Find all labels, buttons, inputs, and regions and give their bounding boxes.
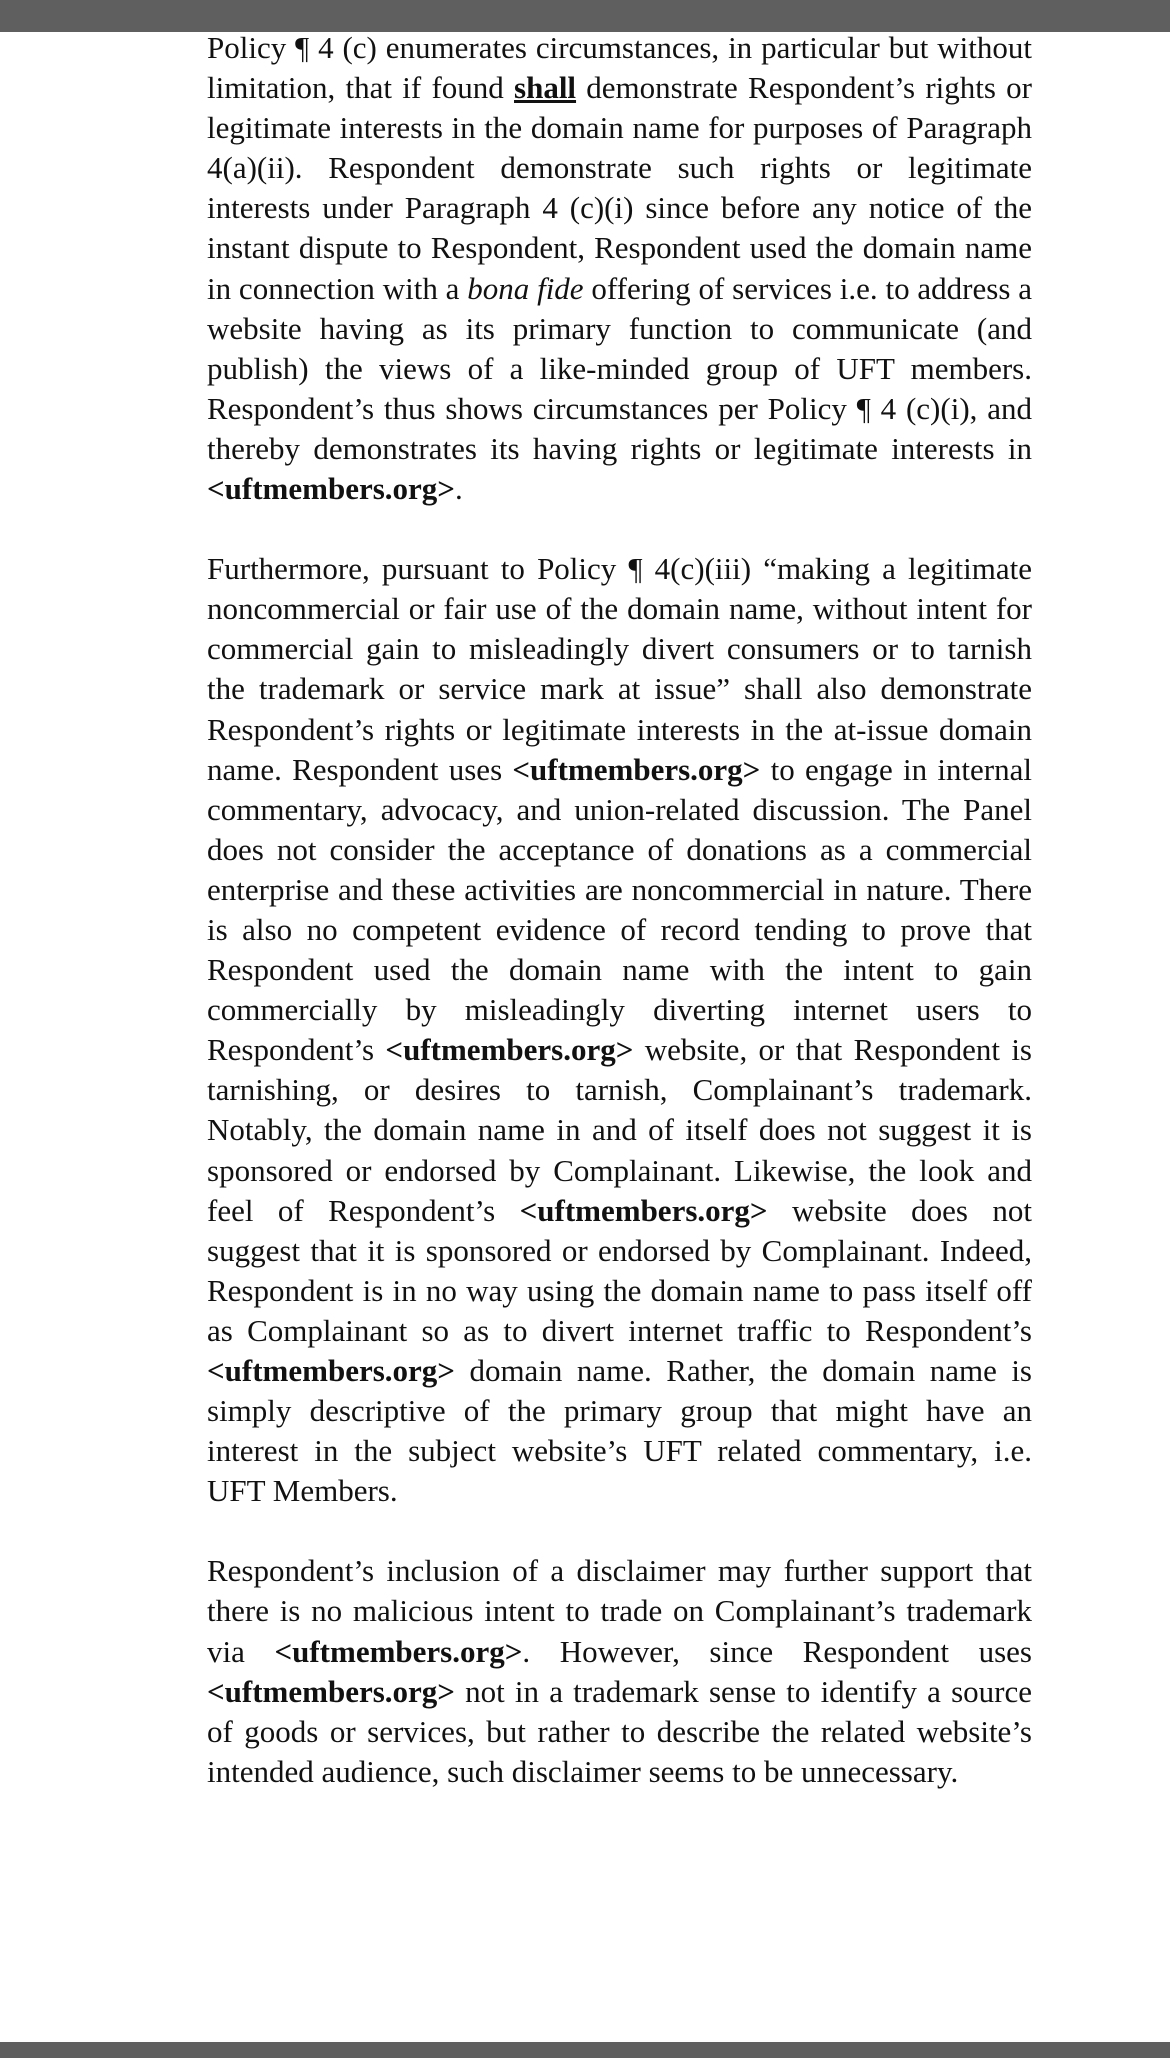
domain-name-reference: <uftmembers.org> [207, 1673, 455, 1709]
text-run: not in a trademark sense to identify a source of goods or services, but rather to describe the related website’s intended audience, such disclaimer seems to be unnecessary. [207, 1673, 1032, 1789]
domain-name-reference: <uftmembers.org> [512, 751, 761, 787]
text-run: to engage in internal commentary, advocacy, and union-related discussion. The Panel does not consider the acceptance of donations as a commercial enterprise and these activities are noncommercial in nature. There is also no competent evidence of record tending to prove that Respondent used the domain name with the intent to gain commercially by misleadingly diverting internet users to Respondent’s [207, 751, 1033, 1068]
text-run: offering of services i.e. to address a website having as its primary function to communicate (and publish) the views of a like-minded group of UFT members. Respondent’s thus shows circumstances per Policy ¶ 4 (c)(i), and thereby demonstrates its having rights or legitimate interests in [207, 270, 1032, 466]
domain-name-reference: <uftmembers.org> [519, 1192, 768, 1228]
text-run: website does not suggest that it is sponsored or endorsed by Complainant. Indeed, Respondent is in no way using the domain name to pass itself off as Complainant so as to divert internet traffic to Respondent’s [207, 1192, 1032, 1348]
domain-name-reference: <uftmembers.org> [274, 1633, 523, 1669]
text-run: demonstrate Respondent’s rights or legitimate interests in the domain name for purposes of Paragraph 4(a)(ii). Respondent demonstrate such rights or legitimate interests under Paragraph 4 (c)(i) since before any notice of the instant dispute to Respondent, Respondent used the domain name in connection with a [207, 70, 1032, 306]
domain-name-reference: <uftmembers.org> [207, 471, 455, 507]
emphasis-shall: shall [514, 70, 577, 106]
text-run: domain name. Rather, the domain name is simply descriptive of the primary group that might have an interest in the subject website’s UFT related commentary, i.e. UFT Members. [207, 1353, 1032, 1509]
text-run: . [454, 471, 463, 507]
text-run: website, or that Respondent is tarnishing, or desires to tarnish, Complainant’s trademark. Notably, the domain name in and of itself does not suggest it is sponsored or endorsed by Complainant. Likewise, the look and feel of Respondent’s [207, 1032, 1032, 1228]
bottom-toolbar-bar [0, 2042, 1170, 2058]
text-run: . However, since Respondent uses [522, 1633, 1032, 1669]
text-run: Respondent’s inclusion of a disclaimer may further support that there is no malicious intent to trade on Complainant’s trademark via [207, 1553, 1032, 1669]
paragraph-disclaimer [207, 1551, 1032, 1792]
paragraph-policy-4c-iii [207, 549, 1032, 1511]
text-run: Furthermore, pursuant to Policy ¶ 4(c)(iii) “making a legitimate noncommercial or fair use of the domain name, without intent for commercial gain to misleadingly divert consumers or to tarnish the trademark or service mark at issue” shall also demonstrate Respondent’s rights or legitimate interests in the at-issue domain name. Respondent uses [207, 551, 1032, 787]
paragraph-policy-4c [207, 28, 1032, 509]
domain-name-reference: <uftmembers.org> [207, 1353, 455, 1388]
domain-name-reference: <uftmembers.org> [385, 1032, 634, 1068]
text-run: Policy ¶ 4 (c) enumerates circumstances, in particular but without limitation, that if found [207, 30, 1032, 106]
emphasis-bona-fide: bona fide [467, 270, 584, 306]
document-page [207, 28, 1032, 1792]
